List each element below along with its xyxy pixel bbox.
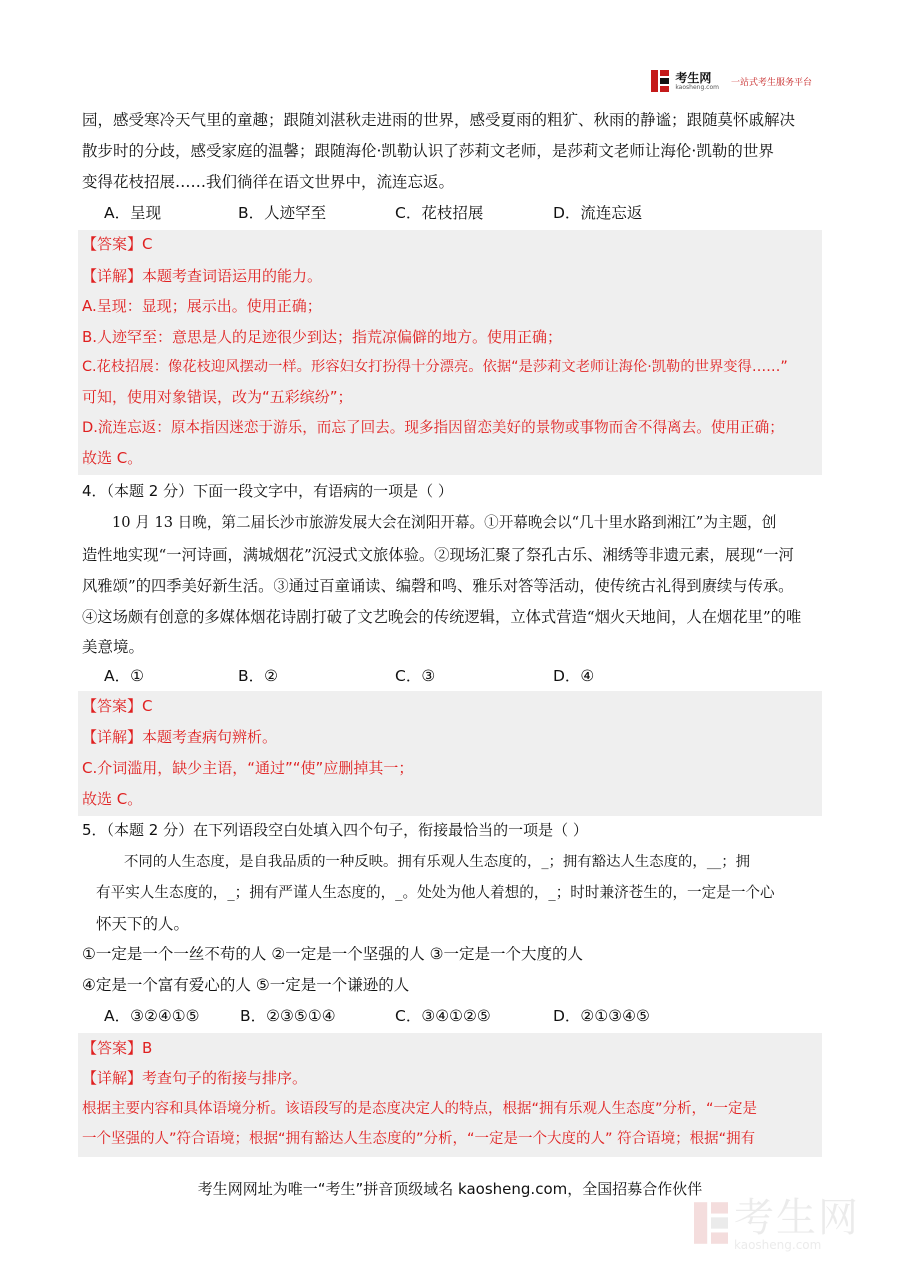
q5-detail-2: 根据主要内容和具体语境分析。该语段写的是态度决定人的特点，根据“拥有乐观人生态度”分析，“一定是 [82,1101,758,1117]
q3-option-d: D．流连忘返 [553,204,643,222]
q5-option-b: B．②③⑤①④ [240,1007,336,1025]
watermark-sub: kaosheng.com [734,1238,822,1252]
q3-detail-6: D.流连忘返：原本指因迷恋于游乐，而忘了回去。现多指因留恋美好的景物或事物而舍不得离去。使用正确； [82,419,784,436]
q3-passage-line-3: 变得花枝招展……我们徜徉在语文世界中，流连忘返。 [82,173,455,191]
logo-sub: kaosheng.com [675,83,719,91]
q4-detail-1: 【详解】本题考查病句辨析。 [82,728,278,746]
q5-detail-1: 【详解】考查句子的衔接与排序。 [82,1069,308,1087]
q4-answer: 【答案】C [82,697,153,715]
q4-option-b: B．② [238,667,279,685]
q3-passage-line-2: 散步时的分歧，感受家庭的温馨；跟随海伦·凯勒认识了莎莉文老师，是莎莉文老师让海伦·凯勒的世界 [82,142,774,160]
logo-slogan: 一站式考生服务平台 [730,77,812,88]
q4-option-c: C．③ [395,667,436,685]
q5-choices-line-1: ①一定是一个一丝不苟的人 ②一定是一个坚强的人 ③一定是一个大度的人 [82,945,584,963]
footer-text: 考生网网址为唯一“考生”拼音顶级域名 kaosheng.com，全国招募合作伙伴 [197,1180,703,1198]
q3-option-c: C．花枝招展 [395,204,484,222]
q3-detail-7: 故选 C。 [82,449,143,467]
kaosheng-logo-icon [651,70,669,92]
site-logo [651,70,812,92]
q5-choices-line-2: ④定是一个富有爱心的人 ⑤一定是一个谦逊的人 [82,976,410,994]
q4-stem: 4．（本题 2 分）下面一段文字中，有语病的一项是（ ） [82,482,453,500]
watermark-logo-icon [694,1201,728,1249]
q5-passage-line-1: 不同的人生态度，是自我品质的一种反映。拥有乐观人生态度的，_；拥有豁达人生态度的，__；拥 [124,854,750,870]
q4-passage-line-2: 造性地实现“一河诗画，满城烟花”沉浸式文旅体验。②现场汇聚了祭孔古乐、湘绣等非遗元素，展现“一河 [82,546,794,564]
q5-passage-line-3: 怀天下的人。 [96,915,190,933]
q5-option-d: D．②①③④⑤ [553,1007,650,1025]
q3-answer: 【答案】C [82,235,153,253]
q3-detail-3: B.人迹罕至：意思是人的足迹很少到达；指荒凉偏僻的地方。使用正确； [82,328,563,346]
q5-detail-3: 一个坚强的人”符合语境；根据“拥有豁达人生态度的”分析，“一定是一个大度的人” 符合语境；根据“拥有 [82,1131,756,1147]
q3-detail-4: C.花枝招展：像花枝迎风摆动一样。形容妇女打扮得十分漂亮。依据“是莎莉文老师让海伦·凯勒的世界变得……” [82,359,788,375]
q4-passage-line-1: 10 月 13 日晚，第二届长沙市旅游发展大会在浏阳开幕。①开幕晚会以“几十里水路到湘江”为主题，创 [112,514,777,531]
q4-passage-line-3: 风雅颂”的四季美好新生活。③通过百童诵读、编磬和鸣、雅乐对答等活动，使传统古礼得到赓续与传承。 [82,577,794,595]
q4-detail-2: C.介词滥用，缺少主语，“通过”“使”应删掉其一； [82,759,414,777]
q5-passage-line-2: 有平实人生态度的，_；拥有严谨人生态度的，_。处处为他人着想的，_；时时兼济苍生的，一定是一个心 [96,884,775,901]
q3-passage-line-1: 园，感受寒冷天气里的童趣；跟随刘湛秋走进雨的世界，感受夏雨的粗犷、秋雨的静谧；跟随莫怀戚解决 [82,111,796,129]
q4-option-a: A．① [104,667,144,685]
watermark-title: 考生网 [734,1195,860,1241]
q5-stem: 5．（本题 2 分）在下列语段空白处填入四个句子，衔接最恰当的一项是（ ） [82,821,588,839]
q4-detail-3: 故选 C。 [82,790,143,808]
q4-passage-line-4: ④这场颇有创意的多媒体烟花诗剧打破了文艺晚会的传统逻辑，立体式营造“烟火天地间，人在烟花里”的唯 [82,608,802,626]
q4-option-d: D．④ [553,667,595,685]
q3-option-b: B．人迹罕至 [238,204,327,222]
q3-detail-2: A.呈现：显现；展示出。使用正确； [82,297,322,315]
q5-answer: 【答案】B [82,1039,153,1057]
logo-title: 考生网 [675,70,712,85]
watermark [694,1195,860,1252]
q3-detail-1: 【详解】本题考查词语运用的能力。 [82,267,323,285]
q4-passage-line-5: 美意境。 [82,638,145,656]
q5-option-a: A．③②④①⑤ [104,1007,200,1025]
q3-detail-5: 可知，使用对象错误，改为“五彩缤纷”； [82,388,353,406]
q4-answer-box [78,691,822,816]
q3-option-a: A．呈现 [104,204,162,222]
q5-option-c: C．③④①②⑤ [395,1007,491,1025]
